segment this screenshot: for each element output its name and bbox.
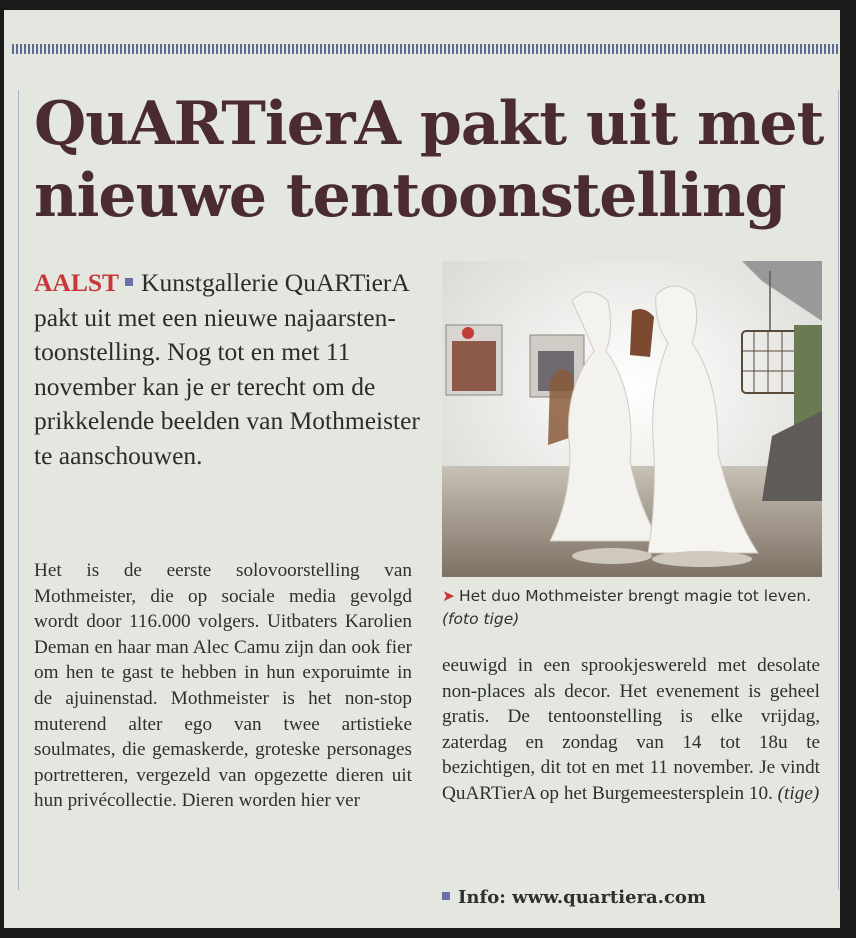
article-photo bbox=[442, 261, 822, 577]
lead-paragraph bbox=[34, 266, 434, 473]
headline-line-1: QuARTierA pakt uit met bbox=[34, 89, 824, 159]
headline bbox=[34, 88, 834, 232]
body-right-text: eeuwigd in een sprookjeswereld met desolate non-places als decor. Het evenement is geheel gratis. De tentoonstelling is elke vrijdag, zaterdag en zondag van 14 tot 18u te bezichtigen, dit tot en met 11 november. Je vindt QuARTierA op het Burgemeestersplein 10. bbox=[442, 655, 820, 804]
column-rule-left bbox=[18, 90, 19, 890]
newspaper-clipping bbox=[4, 10, 840, 928]
photo-caption bbox=[442, 585, 822, 631]
square-bullet-icon bbox=[442, 892, 450, 900]
square-bullet-icon bbox=[125, 278, 133, 286]
caption-credit: (foto tige) bbox=[442, 610, 520, 628]
dateline: AALST bbox=[34, 268, 120, 297]
photo-illustration bbox=[442, 261, 822, 577]
top-rule bbox=[12, 44, 838, 54]
headline-line-2: nieuwe tentoonstelling bbox=[34, 161, 786, 231]
body-column-left: Het is de eerste solovoorstelling van Mothmeister, die op sociale media gevolgd wordt door 116.000 volgers. Uitbaters Karolien Deman en haar man Alec Camu zijn dan ook fier om hen te gast te hebben in hun exporuimte in de ajuinenstad. Mothmeister is het non-stop muterend alter ego van twee artistieke soulmates, die gemaskerde, groteske personages portretteren, vergezeld van opgezette dieren uit hun privécollectie. Dieren worden hier ver bbox=[34, 560, 412, 812]
arrow-right-icon: ➤ bbox=[442, 587, 455, 605]
caption-text: Het duo Mothmeister brengt magie tot leven. bbox=[459, 587, 812, 605]
lead-text: Kunstgallerie QuARTierA pakt uit met een nieuwe najaarstentoonstelling. Nog tot en met 11 november kan je er terecht om de prikkelende beelden van Mothmeister te aanschouwen. bbox=[34, 268, 420, 470]
column-rule-right bbox=[838, 90, 839, 890]
info-line bbox=[442, 885, 822, 911]
body-right-credit: (tige) bbox=[777, 782, 820, 804]
body-column-right bbox=[442, 653, 820, 807]
info-link[interactable]: Info: www.quartiera.com bbox=[458, 887, 706, 908]
